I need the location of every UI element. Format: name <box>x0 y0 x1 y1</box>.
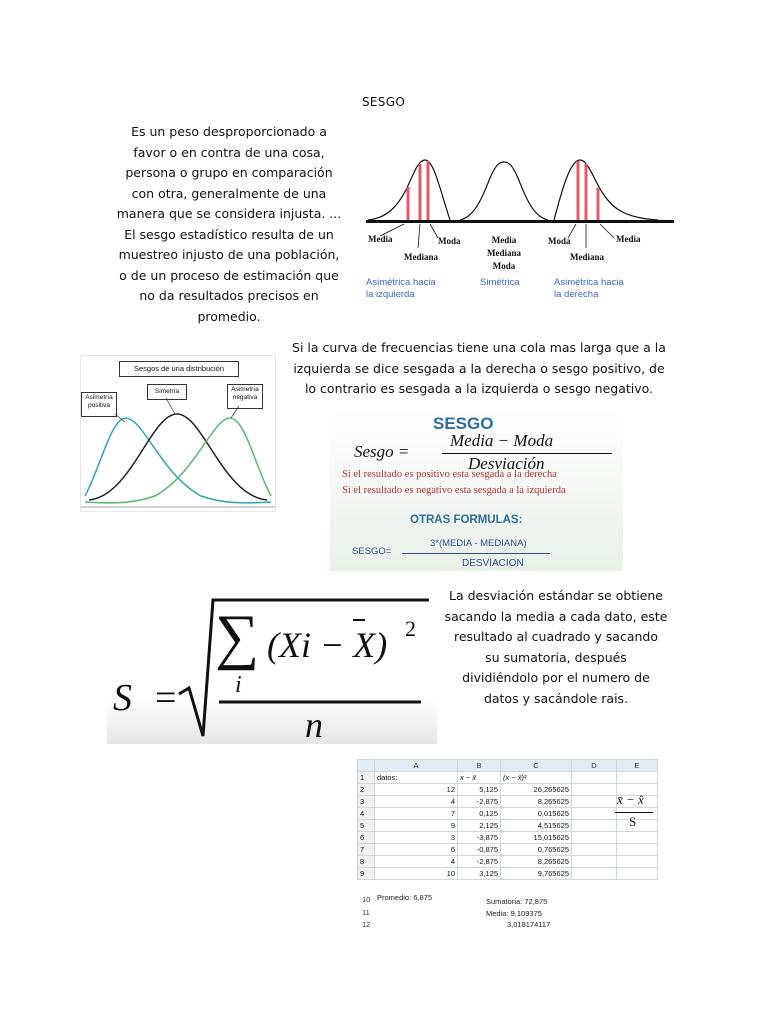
spreadsheet-figure <box>357 750 658 932</box>
table-cell: 26,265625 <box>501 784 572 796</box>
row-number: 7 <box>358 844 375 856</box>
right-label-media: Media <box>616 234 641 244</box>
table-cell: 4 <box>375 856 458 868</box>
formula-S: S <box>113 677 132 719</box>
table-row <box>358 868 658 880</box>
table-cell <box>617 844 658 856</box>
baseline <box>366 220 674 223</box>
std-dev-formula-figure <box>107 586 437 744</box>
side-formula-bottom: S <box>629 814 637 829</box>
left-label-moda: Moda <box>438 236 461 246</box>
result-note: 3,018174117 <box>507 920 551 929</box>
power-two: 2 <box>405 616 416 641</box>
intro-line: persona o grupo en comparación <box>125 165 333 180</box>
table-cell: 2,125 <box>458 820 501 832</box>
intro-line: manera que se considera injusta. ... <box>116 206 342 221</box>
column-header: D <box>572 760 617 772</box>
table-row <box>358 772 658 784</box>
skewness-shapes-figure <box>358 150 686 310</box>
table-cell: x − x̄ <box>458 772 501 784</box>
table-cell <box>617 868 658 880</box>
column-header: B <box>458 760 501 772</box>
table-cell: 3,125 <box>458 868 501 880</box>
otras-formulas-heading: OTRAS FORMULAS: <box>410 514 523 526</box>
sigma-symbol: ∑ <box>215 603 260 671</box>
sesgos-curves-svg <box>81 356 275 511</box>
row-number: 12 <box>362 920 371 929</box>
table-cell <box>572 820 617 832</box>
row-number: 10 <box>362 895 371 904</box>
std-line: dividiéndolo por el numero de <box>462 670 650 685</box>
intro-paragraph <box>96 122 362 327</box>
std-line: datos y sacándole rais. <box>483 690 629 706</box>
table-row <box>358 784 658 796</box>
table-cell <box>572 832 617 844</box>
table-cell: 15,015625 <box>501 832 572 844</box>
label-positive: Asimetría positiva <box>81 392 117 417</box>
formula-lhs: Sesgo = <box>354 442 410 461</box>
left-label-media: Media <box>368 234 393 244</box>
side-formula-bar <box>615 812 653 813</box>
table-cell <box>617 820 658 832</box>
row-number: 6 <box>358 832 375 844</box>
tail-line: Si la curva de frecuencias tiene una cola mas larga que a la <box>292 340 666 355</box>
std-line: resultado al cuadrado y sacando <box>453 629 658 644</box>
rule-negative: Si el resultado es negativo esta sesgada a la izquierda <box>342 485 566 496</box>
table-cell: 0,765625 <box>501 844 572 856</box>
row-number: 2 <box>358 784 375 796</box>
caption-line: la izquierda <box>366 289 415 300</box>
media-note: Media: 9,109375 <box>486 909 542 918</box>
tail-paragraph <box>288 338 670 400</box>
intro-line: Es un peso desproporcionado a <box>131 124 327 139</box>
table-row <box>358 832 658 844</box>
intro-line: favor o en contra de una cosa, <box>133 144 325 160</box>
table-cell <box>572 772 617 784</box>
table-cell <box>617 808 658 820</box>
table-cell: 10 <box>375 868 458 880</box>
tail-line: izquierda se dice sesgada a la derecha o sesgo positivo, de <box>293 360 665 376</box>
formula-numerator: Media − Moda <box>450 431 554 450</box>
arrow <box>418 224 420 248</box>
table-cell: 0,015625 <box>501 808 572 820</box>
table-cell: 12 <box>375 784 458 796</box>
denominator-n: n <box>305 705 323 745</box>
sigma-subscript: i <box>235 672 242 698</box>
std-line: su sumatoria, después <box>485 649 627 665</box>
arrow <box>430 224 438 238</box>
table-cell: -2,875 <box>458 796 501 808</box>
label-negative: Asimetría negativa <box>227 384 263 409</box>
caption-line: Asimétrica hacia <box>554 277 624 288</box>
table-row <box>358 808 658 820</box>
table-cell <box>572 796 617 808</box>
table-cell: 8,265625 <box>501 856 572 868</box>
intro-line: con otra, generalmente de una <box>131 185 327 201</box>
sum-body: (Xi − X) <box>267 625 388 665</box>
left-caption <box>366 277 436 301</box>
intro-line: o de un proceso de estimación que <box>119 267 339 283</box>
row-number: 5 <box>358 820 375 832</box>
table-cell <box>572 784 617 796</box>
center-labels <box>482 234 526 273</box>
sesgos-title-box: Sesgos de una distribución <box>119 361 239 377</box>
row-number: 3 <box>358 796 375 808</box>
std-dev-paragraph <box>438 586 674 709</box>
table-cell <box>617 856 658 868</box>
table-cell: 4 <box>375 796 458 808</box>
intro-line: muestreo injusto de una población, <box>118 247 340 262</box>
right-label-mediana: Mediana <box>570 252 605 262</box>
center-label-mediana: Mediana <box>486 248 521 258</box>
table-cell: (x − x̄)² <box>501 772 572 784</box>
row-number: 4 <box>358 808 375 820</box>
column-header: A <box>375 760 458 772</box>
pointer-line <box>166 398 175 414</box>
arrow <box>600 224 614 238</box>
sesgos-distribution-figure <box>80 355 276 512</box>
caption-line: la derecha <box>554 289 599 300</box>
table-cell: datos: <box>375 772 458 784</box>
right-skew-curve <box>554 160 658 220</box>
std-line: sacando la media a cada dato, este <box>444 608 668 624</box>
table-cell <box>572 856 617 868</box>
side-formula-top: x̄ − x̂ <box>617 792 644 807</box>
table-cell: 3 <box>375 832 458 844</box>
table-cell <box>617 832 658 844</box>
left-label-mediana: Mediana <box>404 252 439 262</box>
spreadsheet-table <box>357 759 658 880</box>
table-cell: 6 <box>375 844 458 856</box>
table-cell <box>572 808 617 820</box>
formula-title: SESGO <box>433 414 494 433</box>
caption-line: Asimétrica hacia <box>366 277 436 288</box>
sesgo-formula-figure <box>330 408 623 571</box>
alt-fraction-bar <box>402 553 550 554</box>
column-header-row <box>358 760 658 772</box>
table-row <box>358 820 658 832</box>
center-label-media: Media <box>491 235 517 245</box>
row-number: 11 <box>362 908 370 917</box>
sumatoria-note: Sumatoria: 72,875 <box>486 897 548 906</box>
column-header: C <box>501 760 572 772</box>
formula-denominator: Desviación <box>468 454 545 473</box>
table-cell <box>572 868 617 880</box>
table-row <box>358 856 658 868</box>
table-cell: -2,875 <box>458 856 501 868</box>
intro-line: El sesgo estadístico resulta de un <box>124 226 334 242</box>
table-cell: -3,875 <box>458 832 501 844</box>
row-number: 9 <box>358 868 375 880</box>
tail-line: lo contrario es sesgada a la izquierda o sesgo negativo. <box>304 381 654 396</box>
alt-denominator: DESVIACION <box>462 558 524 569</box>
right-label-moda: Moda <box>548 236 571 246</box>
table-cell: 4,515625 <box>501 820 572 832</box>
center-label-moda: Moda <box>492 261 516 271</box>
intro-line: promedio. <box>197 308 261 324</box>
table-cell: 7 <box>375 808 458 820</box>
right-caption <box>554 277 624 301</box>
table-cell: 9,765625 <box>501 868 572 880</box>
formula-equals: = <box>155 677 177 719</box>
table-row <box>358 844 658 856</box>
alt-numerator: 3*(MEDIA - MEDIANA) <box>430 538 527 549</box>
table-cell: 8,265625 <box>501 796 572 808</box>
row-number: 1 <box>358 772 375 784</box>
table-cell: 0,125 <box>458 808 501 820</box>
std-line: La desviación estándar se obtiene <box>449 588 663 603</box>
pointer-line <box>231 406 239 418</box>
page-title: SESGO <box>362 95 406 109</box>
alt-lhs: SESGO= <box>352 546 392 557</box>
table-cell <box>617 772 658 784</box>
table-cell <box>572 844 617 856</box>
center-caption: Simétrica <box>480 277 520 288</box>
row-number: 8 <box>358 856 375 868</box>
table-cell: 9 <box>375 820 458 832</box>
corner-cell <box>358 760 375 772</box>
table-row <box>358 796 658 808</box>
table-cell: 5,125 <box>458 784 501 796</box>
symmetric-curve <box>460 162 548 220</box>
column-header: E <box>617 760 658 772</box>
label-symmetric: Simetría <box>147 384 187 400</box>
rule-positive: Si el resultado es positivo esta sesgada a la derecha <box>342 469 557 480</box>
promedio-note: Promedio: 6,875 <box>377 893 433 902</box>
table-cell: -0,875 <box>458 844 501 856</box>
intro-line: no da resultados precisos en <box>139 288 319 303</box>
